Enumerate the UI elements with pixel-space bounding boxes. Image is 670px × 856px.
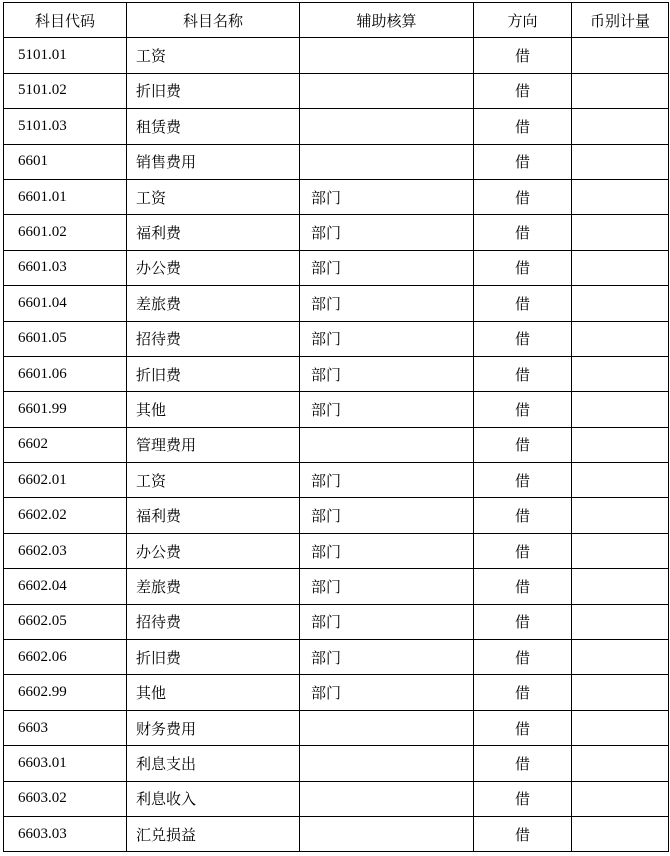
header-account-code: 科目代码 — [4, 3, 127, 38]
direction-cell: 借 — [474, 746, 572, 781]
auxiliary-cell: 部门 — [300, 533, 474, 568]
auxiliary-cell: 部门 — [300, 392, 474, 427]
direction-cell: 借 — [474, 321, 572, 356]
currency-cell — [572, 144, 669, 179]
currency-cell — [572, 533, 669, 568]
currency-cell — [572, 816, 669, 851]
currency-cell — [572, 675, 669, 710]
auxiliary-cell: 部门 — [300, 604, 474, 639]
header-currency-measurement: 币别计量 — [572, 3, 669, 38]
table-row — [4, 746, 669, 781]
table-row — [4, 533, 669, 568]
direction-cell: 借 — [474, 144, 572, 179]
account-code-cell: 6601.03 — [4, 250, 127, 285]
auxiliary-cell — [300, 746, 474, 781]
direction-cell: 借 — [474, 109, 572, 144]
auxiliary-cell: 部门 — [300, 498, 474, 533]
account-name-cell: 工资 — [127, 463, 300, 498]
account-name-cell: 销售费用 — [127, 144, 300, 179]
table-row — [4, 604, 669, 639]
direction-cell: 借 — [474, 73, 572, 108]
table-row — [4, 569, 669, 604]
direction-cell: 借 — [474, 781, 572, 816]
currency-cell — [572, 710, 669, 745]
account-name-cell: 其他 — [127, 675, 300, 710]
account-code-cell: 6601 — [4, 144, 127, 179]
auxiliary-cell: 部门 — [300, 675, 474, 710]
table-row — [4, 286, 669, 321]
table-row — [4, 392, 669, 427]
account-name-cell: 租赁费 — [127, 109, 300, 144]
account-name-cell: 招待费 — [127, 604, 300, 639]
direction-cell: 借 — [474, 427, 572, 462]
currency-cell — [572, 604, 669, 639]
auxiliary-cell — [300, 144, 474, 179]
account-code-cell: 6602 — [4, 427, 127, 462]
table-row — [4, 463, 669, 498]
auxiliary-cell: 部门 — [300, 640, 474, 675]
account-name-cell: 折旧费 — [127, 73, 300, 108]
table-row — [4, 356, 669, 391]
account-name-cell: 福利费 — [127, 498, 300, 533]
account-name-cell: 管理费用 — [127, 427, 300, 462]
account-table — [3, 2, 669, 852]
currency-cell — [572, 569, 669, 604]
table-row — [4, 498, 669, 533]
direction-cell: 借 — [474, 816, 572, 851]
currency-cell — [572, 427, 669, 462]
direction-cell: 借 — [474, 640, 572, 675]
table-row — [4, 144, 669, 179]
currency-cell — [572, 109, 669, 144]
currency-cell — [572, 73, 669, 108]
direction-cell: 借 — [474, 179, 572, 214]
table-header — [4, 3, 669, 38]
direction-cell: 借 — [474, 604, 572, 639]
account-name-cell: 折旧费 — [127, 356, 300, 391]
account-code-cell: 5101.03 — [4, 109, 127, 144]
account-code-cell: 6601.01 — [4, 179, 127, 214]
auxiliary-cell — [300, 73, 474, 108]
direction-cell: 借 — [474, 675, 572, 710]
auxiliary-cell: 部门 — [300, 321, 474, 356]
table-row — [4, 321, 669, 356]
account-code-cell: 6601.99 — [4, 392, 127, 427]
direction-cell: 借 — [474, 250, 572, 285]
account-name-cell: 办公费 — [127, 533, 300, 568]
currency-cell — [572, 179, 669, 214]
table-row — [4, 427, 669, 462]
direction-cell: 借 — [474, 533, 572, 568]
currency-cell — [572, 781, 669, 816]
account-name-cell: 福利费 — [127, 215, 300, 250]
table-row — [4, 640, 669, 675]
table-row — [4, 816, 669, 851]
table-row — [4, 38, 669, 73]
direction-cell: 借 — [474, 569, 572, 604]
header-direction: 方向 — [474, 3, 572, 38]
currency-cell — [572, 38, 669, 73]
account-code-cell: 6602.03 — [4, 533, 127, 568]
account-code-cell: 6602.99 — [4, 675, 127, 710]
table-body — [4, 38, 669, 852]
account-code-cell: 5101.02 — [4, 73, 127, 108]
direction-cell: 借 — [474, 463, 572, 498]
currency-cell — [572, 356, 669, 391]
account-code-cell: 6603.02 — [4, 781, 127, 816]
account-name-cell: 差旅费 — [127, 286, 300, 321]
currency-cell — [572, 250, 669, 285]
direction-cell: 借 — [474, 38, 572, 73]
table-row — [4, 179, 669, 214]
auxiliary-cell — [300, 816, 474, 851]
currency-cell — [572, 640, 669, 675]
account-name-cell: 汇兑损益 — [127, 816, 300, 851]
account-name-cell: 工资 — [127, 179, 300, 214]
currency-cell — [572, 498, 669, 533]
account-name-cell: 其他 — [127, 392, 300, 427]
account-code-cell: 6602.05 — [4, 604, 127, 639]
account-code-cell: 6601.02 — [4, 215, 127, 250]
auxiliary-cell: 部门 — [300, 463, 474, 498]
account-name-cell: 利息支出 — [127, 746, 300, 781]
account-code-cell: 6601.04 — [4, 286, 127, 321]
currency-cell — [572, 215, 669, 250]
account-name-cell: 财务费用 — [127, 710, 300, 745]
table-row — [4, 781, 669, 816]
account-code-cell: 6601.06 — [4, 356, 127, 391]
auxiliary-cell — [300, 38, 474, 73]
account-name-cell: 办公费 — [127, 250, 300, 285]
auxiliary-cell: 部门 — [300, 569, 474, 604]
account-name-cell: 折旧费 — [127, 640, 300, 675]
auxiliary-cell: 部门 — [300, 356, 474, 391]
account-code-cell: 6601.05 — [4, 321, 127, 356]
auxiliary-cell — [300, 781, 474, 816]
auxiliary-cell — [300, 109, 474, 144]
account-code-cell: 6602.02 — [4, 498, 127, 533]
account-name-cell: 差旅费 — [127, 569, 300, 604]
direction-cell: 借 — [474, 392, 572, 427]
currency-cell — [572, 463, 669, 498]
auxiliary-cell: 部门 — [300, 286, 474, 321]
account-name-cell: 招待费 — [127, 321, 300, 356]
header-auxiliary-accounting: 辅助核算 — [300, 3, 474, 38]
auxiliary-cell: 部门 — [300, 215, 474, 250]
account-code-cell: 6602.04 — [4, 569, 127, 604]
currency-cell — [572, 286, 669, 321]
direction-cell: 借 — [474, 215, 572, 250]
currency-cell — [572, 392, 669, 427]
table-row — [4, 73, 669, 108]
currency-cell — [572, 321, 669, 356]
table-row — [4, 250, 669, 285]
direction-cell: 借 — [474, 356, 572, 391]
table-row — [4, 109, 669, 144]
header-row — [4, 3, 669, 38]
direction-cell: 借 — [474, 286, 572, 321]
table-row — [4, 675, 669, 710]
table-row — [4, 710, 669, 745]
header-account-name: 科目名称 — [127, 3, 300, 38]
auxiliary-cell: 部门 — [300, 179, 474, 214]
account-code-cell: 6603 — [4, 710, 127, 745]
auxiliary-cell — [300, 427, 474, 462]
account-name-cell: 工资 — [127, 38, 300, 73]
account-code-cell: 6602.01 — [4, 463, 127, 498]
account-name-cell: 利息收入 — [127, 781, 300, 816]
account-code-cell: 5101.01 — [4, 38, 127, 73]
direction-cell: 借 — [474, 710, 572, 745]
direction-cell: 借 — [474, 498, 572, 533]
table-row — [4, 215, 669, 250]
account-code-cell: 6603.01 — [4, 746, 127, 781]
auxiliary-cell — [300, 710, 474, 745]
auxiliary-cell: 部门 — [300, 250, 474, 285]
account-code-cell: 6602.06 — [4, 640, 127, 675]
account-code-cell: 6603.03 — [4, 816, 127, 851]
currency-cell — [572, 746, 669, 781]
